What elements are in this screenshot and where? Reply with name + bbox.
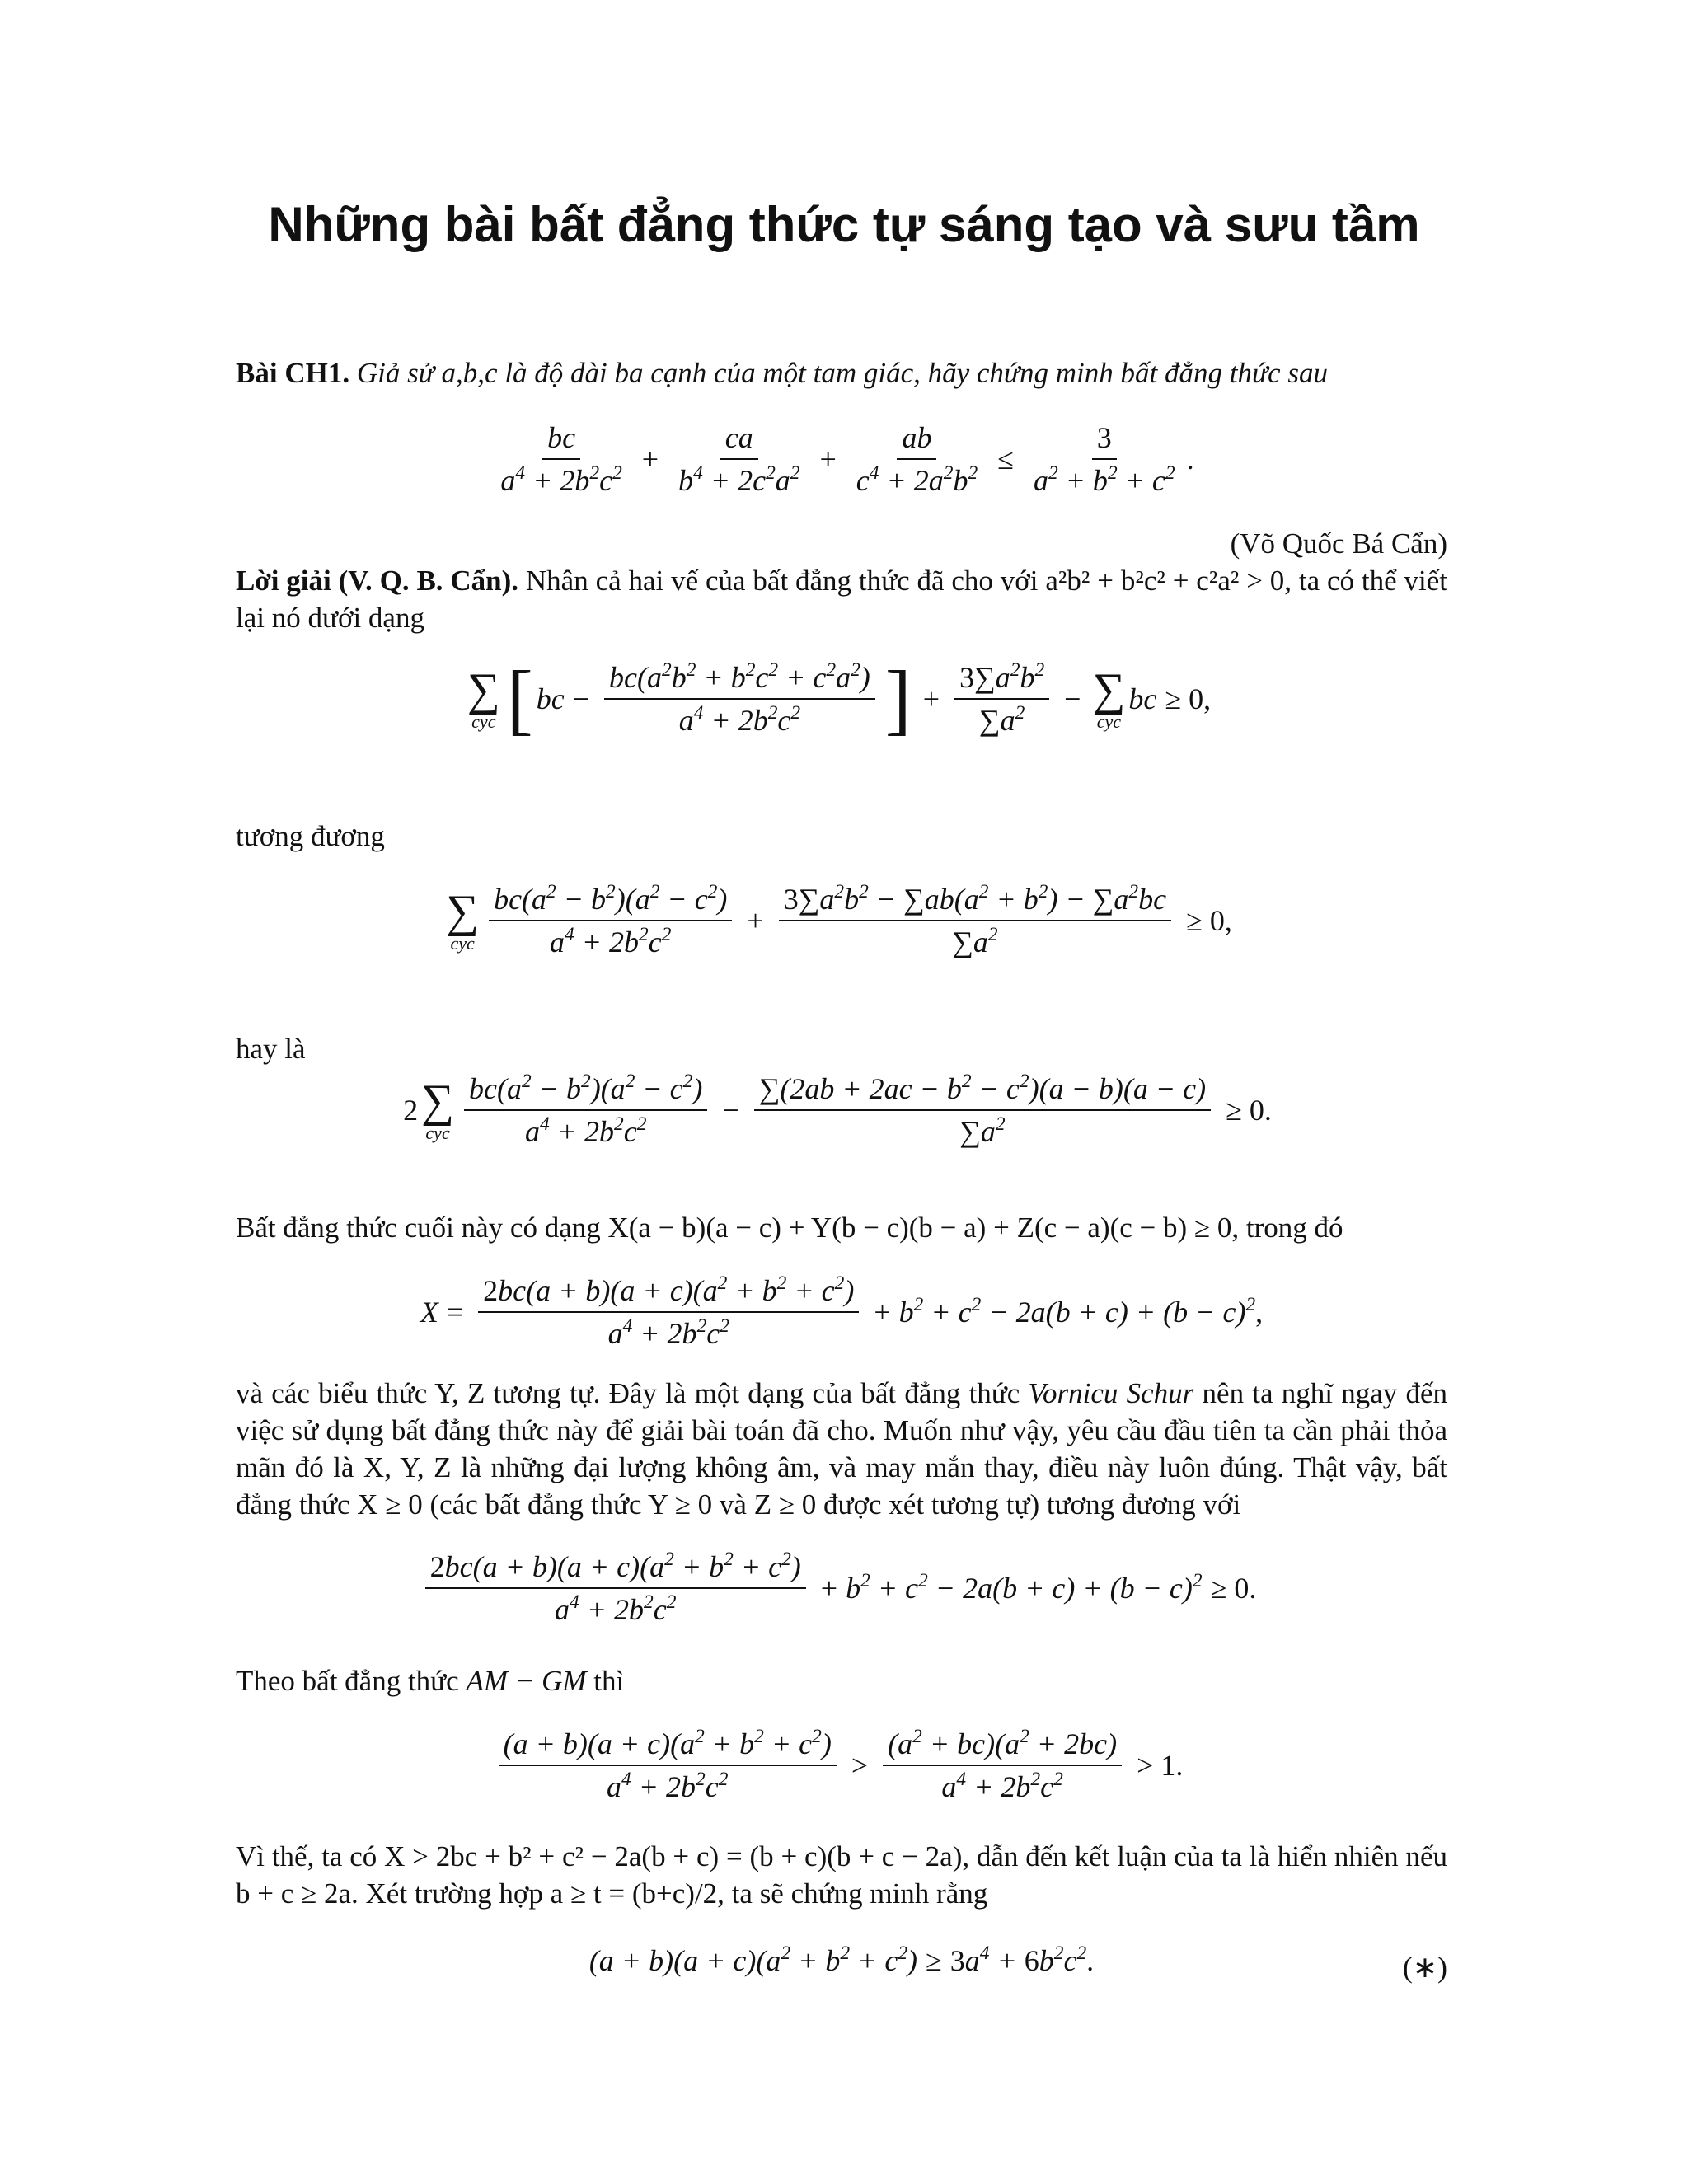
text-equivalent: tương đương [236, 820, 385, 852]
vornicu-name: Vornicu Schur [1028, 1377, 1194, 1409]
main-inequality: $\frac{bc}{a^4 + 2b^2c^2}$ + $\frac{ca}{b^4 + 2c^2a^2}$ + $\frac{ab}{c^4 + 2a^2b^2}$ ≤ $\frac{3}{a^2 + b^2 + c^2}$ . [236, 420, 1447, 498]
equation-equivalent: ∑ cyc $\frac{bc(a^2 - b^2)(a^2 - c^2)}{a^4 + 2b^2c^2}$ + $\frac{3\sum a^2b^2 - \sum ab(a^2 + b^2) - \sum a^2bc}{\sum a^2}$ ≥ 0, [446, 880, 1232, 958]
equation-tag: (∗) [1402, 1951, 1447, 1984]
amgm-name: AM − GM [466, 1665, 587, 1697]
frac-1: $\frac{bc}{a^4 + 2b^2c^2}$ [500, 421, 622, 497]
equation-final: $(a + b)(a + c)(a^2 + b^2 + c^2)$ ≥ $3a^4 + 6b^2c^2$ . [588, 1942, 1095, 1977]
equation-amgm: $\frac{(a + b)(a + c)(a^2 + b^2 + c^2)}{a^4 + 2b^2c^2}$ > $\frac{(a^2 + bc)(a^2 + 2bc)}{a^4 + 2b^2c^2}$ > 1. [236, 1727, 1447, 1804]
solution-intro-text: Nhân cả hai vế của bất đẳng thức đã cho với a²b² + b²c² + c²a² > 0, ta có thể viết lại nó dưới dạng [236, 565, 1447, 634]
problem-statement [236, 354, 1447, 391]
equation-x-definition: X = $\frac{2bc(a + b)(a + c)(a^2 + b^2 + c^2)}{a^4 + 2b^2c^2}$ + $b^2 + c^2 - 2a(b + c) + (b - c)^2$ , [420, 1272, 1264, 1350]
text-vornicu: và các biểu thức Y, Z tương tự. Đây là một dạng của bất đẳng thức Vornicu Schur nên ta nghĩ ngay đến việc sử dụng bất đẳng thức này để giải bài toán đã cho. Muốn như vậy, yêu cầu đầu tiên ta cần phải thỏa mãn đó là X, Y, Z là những đại lượng không âm, và may mắn thay, điều này luôn đúng. Thật vậy, bất đẳng thức X ≥ 0 (các bất đẳng thức Y ≥ 0 và Z ≥ 0 được xét tương tự) tương đương với [236, 1377, 1448, 1521]
equation-x-nonneg: $\frac{2bc(a + b)(a + c)(a^2 + b^2 + c^2)}{a^4 + 2b^2c^2}$ + $b^2 + c^2 - 2a(b + c) + (b - c)^2$ ≥ 0. [236, 1549, 1447, 1627]
text-therefore: Vì thế, ta có X > 2bc + b² + c² − 2a(b + c) = (b + c)(b + c − 2a), dẫn đến kết luận của ta là hiển nhiên nếu b + c ≥ 2a. Xét trường hợp a ≥ t = (b+c)/2, ta sẽ chứng minh rằng [236, 1840, 1447, 1910]
text-or-is: hay là [236, 1033, 306, 1065]
frac-rhs: $\frac{3}{a^2 + b^2 + c^2}$ [1033, 421, 1175, 497]
problem-label: Bài CH1. [236, 357, 350, 389]
problem-text: Giả sử a,b,c là độ dài ba cạnh của một tam giác, hãy chứng minh bất đẳng thức sau [356, 357, 1328, 389]
solution-label: Lời giải (V. Q. B. Cẩn). [236, 565, 519, 597]
text-form: Bất đẳng thức cuối này có dạng X(a − b)(a − c) + Y(b − c)(b − a) + Z(c − a)(c − b) ≥ 0, trong đó [236, 1212, 1343, 1244]
frac-2: $\frac{ca}{b^4 + 2c^2a^2}$ [678, 421, 800, 497]
problem-author: (Võ Quốc Bá Cẩn) [1230, 527, 1447, 560]
solution-intro [236, 562, 1447, 636]
equation-sum-bracket: ∑ cyc [ bc − $\frac{bc(a^2b^2 + b^2c^2 + c^2a^2)}{a^4 + 2b^2c^2}$ ] + $\frac{3\sum a^2b^2}{\sum a^2}$ − ∑ cyc bc ≥ 0, [467, 654, 1212, 743]
page-title: Những bài bất đẳng thức tự sáng tạo và sưu tầm [268, 197, 1420, 252]
text-amgm: Theo bất đẳng thức AM − GM thì [236, 1665, 625, 1697]
equation-or-is: 2 ∑ cyc $\frac{bc(a^2 - b^2)(a^2 - c^2)}{a^4 + 2b^2c^2}$ − $\frac{\sum(2ab + 2ac - b^2 - c^2)(a - b)(a - c)}{\sum a^2}$ ≥ 0. [403, 1070, 1272, 1148]
frac-3: $\frac{ab}{c^4 + 2a^2b^2}$ [856, 421, 978, 497]
